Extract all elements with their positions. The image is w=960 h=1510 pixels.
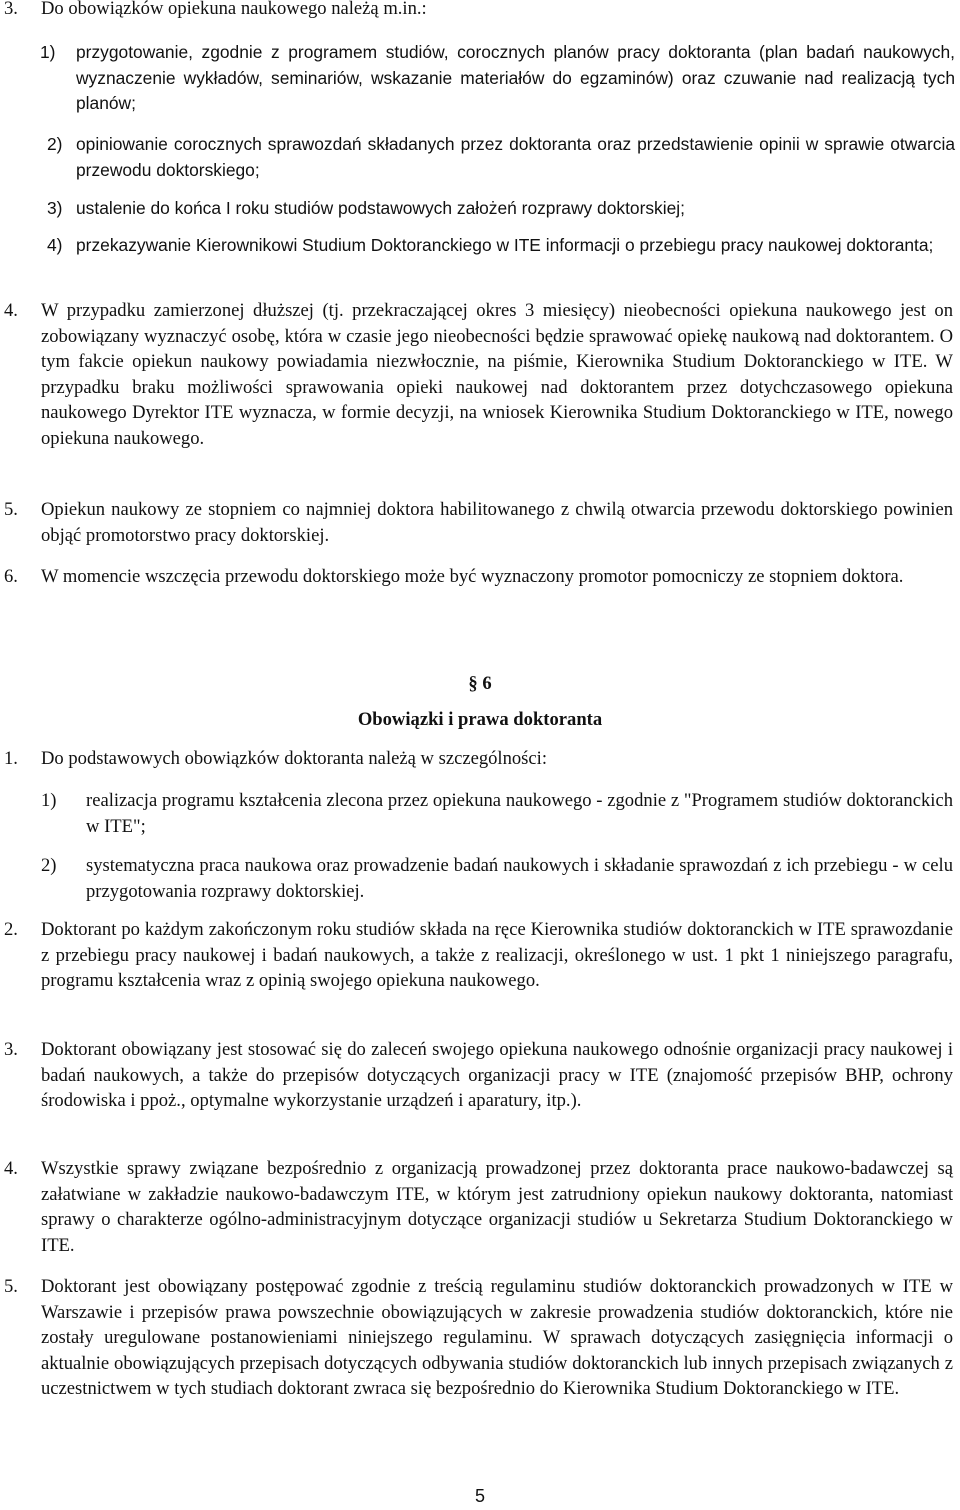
list-number: 2) bbox=[47, 134, 63, 154]
section-mark: § 6 bbox=[468, 673, 492, 694]
list-item: przygotowanie, zgodnie z programem studiów, corocznych planów pracy doktoranta (plan badań naukowych, wyznaczenie wykładów, seminariów, wskazanie materiałów do egzaminów) oraz czuwanie nad realizacją tych planów; bbox=[76, 42, 955, 113]
point-number: 2. bbox=[4, 919, 18, 940]
point-number: 5. bbox=[4, 1276, 18, 1297]
list-number: 1) bbox=[40, 42, 56, 62]
list-item: ustalenie do końca I roku studiów podstawowych założeń rozprawy doktorskiej; bbox=[76, 198, 685, 218]
list-item: systematyczna praca naukowa oraz prowadzenie badań naukowych i składanie sprawozdań z ich przebiegu - w celu przygotowania rozprawy doktorskiej. bbox=[86, 855, 953, 902]
point-text: Doktorant obowiązany jest stosować się do zaleceń swojego opiekuna naukowego odnośnie organizacji pracy naukowej i badań naukowych, a także do przepisów dotyczących organizacji pracy w ITE (znajomość przepisów BHP, ochrony środowiska i ppoż., optymalne wykorzystanie urządzeń i aparatury, itp.). bbox=[41, 1039, 953, 1111]
point-text: Wszystkie sprawy związane bezpośrednio z organizacją prowadzonej przez doktoranta prace naukowo-badawczej są załatwiane w zakładzie naukowo-badawczym ITE, w którym jest zatrudniony opiekun naukowy doktoranta, natomiast sprawy o charakterze ogólno-administracyjnym dotyczące organizacji studiów u Sekretarza Studium Doktoranckiego w ITE. bbox=[41, 1158, 953, 1256]
point-number: 3. bbox=[4, 0, 18, 19]
point-number: 6. bbox=[4, 566, 18, 587]
page-number: 5 bbox=[474, 1486, 485, 1506]
point-text: Do podstawowych obowiązków doktoranta należą w szczególności: bbox=[41, 748, 548, 769]
point-text: W przypadku zamierzonej dłuższej (tj. przekraczającej okres 3 miesięcy) nieobecności opiekuna naukowego jest on zobowiązany wyznaczyć osobę, która w czasie jego nieobecności będzie sprawować opiekę naukową nad doktorantem. O tym fakcie opiekun naukowy powiadamia niezwłocznie, na piśmie, Kierownika Studium Doktoranckiego w ITE. W przypadku braku możliwości sprawowania opieki naukowej nad doktorantem przez dotychczasowego opiekuna naukowego Dyrektor ITE wyznacza, w formie decyzji, na wniosek Kierownika Studium Doktoranckiego w ITE, nowego opiekuna naukowego. bbox=[41, 300, 953, 449]
list-number: 1) bbox=[41, 790, 57, 811]
point-number: 1. bbox=[4, 748, 18, 769]
list-number: 4) bbox=[47, 235, 63, 255]
point-text: Opiekun naukowy ze stopniem co najmniej doktora habilitowanego z chwilą otwarcia przewodu doktorskiego powinien objąć promotorstwo pracy doktorskiej. bbox=[41, 499, 953, 546]
list-number: 3) bbox=[47, 198, 63, 218]
point-number: 5. bbox=[4, 499, 18, 520]
point-text: W momencie wszczęcia przewodu doktorskiego może być wyznaczony promotor pomocniczy ze stopniem doktora. bbox=[41, 566, 904, 587]
point-text: Doktorant jest obowiązany postępować zgodnie z treścią regulaminu studiów doktoranckich prowadzonych w ITE w Warszawie i przepisów prawa powszechnie obowiązujących w zakresie prowadzenia studiów doktoranckich, które nie zostały uregulowane postanowieniami niniejszego regulaminu. W sprawach dotyczących zasięgnięcia informacji o aktualnie obowiązujących przepisach dotyczących odbywania studiów doktoranckich lub innych przepisach związanych z uczestnictwem w tych studiach doktorant zwraca się bezpośrednio do Kierownika Studium Doktoranckiego w ITE. bbox=[41, 1276, 953, 1399]
point-text: Do obowiązków opiekuna naukowego należą m.in.: bbox=[41, 0, 427, 19]
point-number: 3. bbox=[4, 1039, 18, 1060]
section-title: Obowiązki i prawa doktoranta bbox=[357, 709, 603, 730]
list-item: realizacja programu kształcenia zlecona przez opiekuna naukowego - zgodnie z "Programem studiów doktoranckich w ITE"; bbox=[86, 790, 953, 837]
point-number: 4. bbox=[4, 300, 18, 321]
point-number: 4. bbox=[4, 1158, 18, 1179]
list-item: opiniowanie corocznych sprawozdań składanych przez doktoranta oraz przedstawienie opinii w sprawie otwarcia przewodu doktorskiego; bbox=[76, 134, 955, 180]
list-number: 2) bbox=[41, 855, 57, 876]
point-text: Doktorant po każdym zakończonym roku studiów składa na ręce Kierownika studiów doktoranckich w ITE sprawozdanie z przebiegu pracy naukowej i badań naukowych, a także z realizacji, określonego w ust. 1 pkt 1 niniejszego paragrafu, programu kształcenia wraz z opinią swojego opiekuna naukowego. bbox=[41, 919, 953, 991]
list-item: przekazywanie Kierownikowi Studium Doktoranckiego w ITE informacji o przebiegu pracy naukowej doktoranta; bbox=[76, 235, 934, 255]
